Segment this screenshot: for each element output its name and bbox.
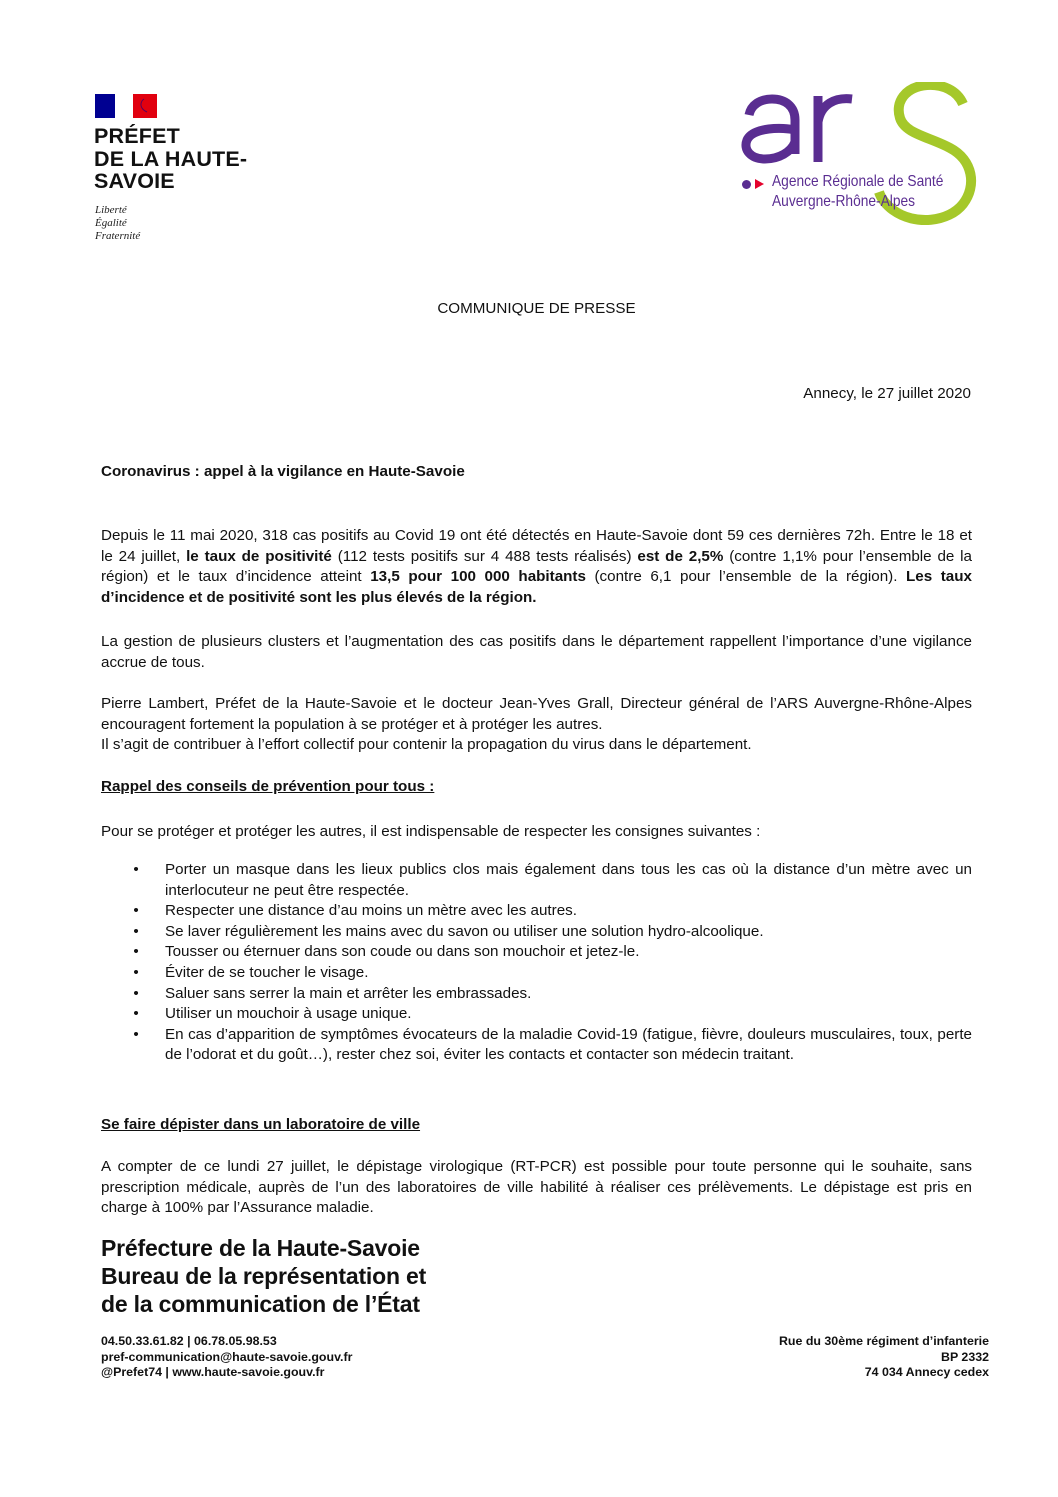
list-item <box>101 922 972 943</box>
document-date: Annecy, le 27 juillet 2020 <box>803 385 971 402</box>
paragraph-officials <box>101 694 972 756</box>
devise-line: Fraternité <box>95 230 141 242</box>
p3-text: Il s’agit de contribuer à l’effort collectif pour contenir la propagation du virus dans le département. <box>101 736 752 754</box>
bullet-icon: • <box>133 1005 139 1023</box>
p1-text: (contre 6,1 pour l’ensemble de la région). <box>585 568 907 586</box>
footer-title <box>101 1234 426 1318</box>
heading-prevention: Rappel des conseils de prévention pour tous : <box>101 778 435 795</box>
ars-arrow-icon <box>755 179 764 189</box>
footer-title-line: Bureau de la représentation et <box>101 1263 427 1289</box>
footer-title-line: de la communication de l’État <box>101 1291 420 1317</box>
devise-line: Liberté <box>95 204 127 216</box>
prefet-title <box>94 125 247 193</box>
heading-screening: Se faire dépister dans un laboratoire de ville <box>101 1116 421 1133</box>
footer-bp: BP 2332 <box>941 1349 989 1364</box>
bullet-icon: • <box>133 902 139 920</box>
list-item-text: Se laver régulièrement les mains avec du savon ou utiliser une solution hydro-alcoolique. <box>165 922 764 940</box>
p1-bold: le taux de positivité <box>186 547 332 565</box>
p1-text: Depuis le 11 mai 2020, 318 cas positifs au Covid 19 ont été détectés en Haute-Savoie dont 59 ces dernières 72h. Entre le 18 et le 24 juillet, <box>101 527 972 565</box>
bullet-icon: • <box>133 963 139 981</box>
list-item <box>101 1004 972 1025</box>
ars-dot-icon <box>742 180 751 189</box>
list-item-text: Éviter de se toucher le visage. <box>165 963 369 981</box>
ars-agency-name <box>772 172 943 212</box>
footer-phone: 04.50.33.61.82 | 06.78.05.98.53 <box>101 1334 277 1348</box>
p1-bold: Les taux d’incidence et de positivité sont les plus élevés de la région. <box>101 568 972 606</box>
list-item-text: Tousser ou éternuer dans son coude ou dans son mouchoir et jetez-le. <box>165 943 640 961</box>
devise <box>95 204 140 243</box>
footer-email: pref-communication@haute-savoie.gouv.fr <box>101 1349 353 1364</box>
document-subject: Coronavirus : appel à la vigilance en Haute-Savoie <box>101 463 465 480</box>
paragraph-instructions: Pour se protéger et protéger les autres, il est indispensable de respecter les consignes suivantes : <box>101 823 761 840</box>
list-item-text: Porter un masque dans les lieux publics clos mais également dans tous les cas où la distance d’un mètre avec un interlocuteur ne peut être respectée. <box>165 861 972 899</box>
list-item <box>101 963 972 984</box>
list-item <box>101 942 972 963</box>
bullet-icon: • <box>133 943 139 961</box>
prefet-line: DE LA HAUTE- <box>94 146 248 171</box>
document-type: COMMUNIQUE DE PRESSE <box>437 300 636 317</box>
p3-text: Pierre Lambert, Préfet de la Haute-Savoie et le docteur Jean-Yves Grall, Directeur général de l’ARS Auvergne-Rhône-Alpes encouragent fortement la population à se protéger et à protéger les autres. <box>101 695 972 733</box>
bullet-icon: • <box>133 922 139 940</box>
marianne-profile-icon <box>135 96 151 116</box>
ars-agency-line1: Agence Régionale de Santé <box>772 173 944 190</box>
ars-agency-line2: Auvergne-Rhône-Alpes <box>772 193 916 210</box>
prevention-list <box>101 860 972 1066</box>
footer-city: 74 034 Annecy cedex <box>864 1365 989 1379</box>
p1-bold: 13,5 pour 100 000 habitants <box>370 568 586 586</box>
list-item-text: En cas d’apparition de symptômes évocateurs de la maladie Covid-19 (fatigue, fièvre, douleurs musculaires, toux, perte de l’odorat et du goût…), rester chez soi, éviter les contacts et contacter son médecin traitant. <box>165 1025 972 1064</box>
list-item <box>101 984 972 1005</box>
list-item-text: Utiliser un mouchoir à usage unique. <box>165 1005 412 1023</box>
paragraph-clusters: La gestion de plusieurs clusters et l’augmentation des cas positifs dans le département rappellent l’importance d’une vigilance accrue de tous. <box>101 633 972 671</box>
p1-bold: est de 2,5% <box>637 547 724 565</box>
paragraph-screening: A compter de ce lundi 27 juillet, le dépistage virologique (RT-PCR) est possible pour toute personne qui le souhaite, sans prescription médicale, auprès de l’un des laboratoires de ville habilité à réaliser ces prélèvements. Le dépistage est pris en charge à 100% par l’Assurance maladie. <box>101 1158 972 1217</box>
prefet-line: PRÉFET <box>94 124 181 148</box>
footer-contact <box>101 1334 352 1381</box>
p1-text: (112 tests positifs sur 4 488 tests réalisés) <box>331 547 638 565</box>
bullet-icon: • <box>133 984 139 1002</box>
list-item-text: Saluer sans serrer la main et arrêter les embrassades. <box>165 984 532 1002</box>
paragraph-figures <box>101 526 972 608</box>
prefet-line: SAVOIE <box>94 169 175 193</box>
footer-web: @Prefet74 | www.haute-savoie.gouv.fr <box>101 1365 325 1379</box>
devise-line: Égalité <box>95 217 127 229</box>
p1-text: (contre 1,1% pour l’ensemble de la région) et le taux d’incidence atteint <box>101 547 973 586</box>
marianne-flag-logo <box>95 94 157 118</box>
footer-street: Rue du 30ème régiment d’infanterie <box>778 1334 989 1348</box>
footer-title-line: Préfecture de la Haute-Savoie <box>101 1235 420 1261</box>
list-item <box>101 860 972 901</box>
bullet-icon: • <box>133 861 139 878</box>
bullet-icon: • <box>133 1025 139 1043</box>
list-item <box>101 901 972 922</box>
footer-address <box>779 1334 989 1381</box>
list-item-text: Respecter une distance d’au moins un mètre avec les autres. <box>165 902 577 920</box>
list-item <box>101 1025 972 1066</box>
